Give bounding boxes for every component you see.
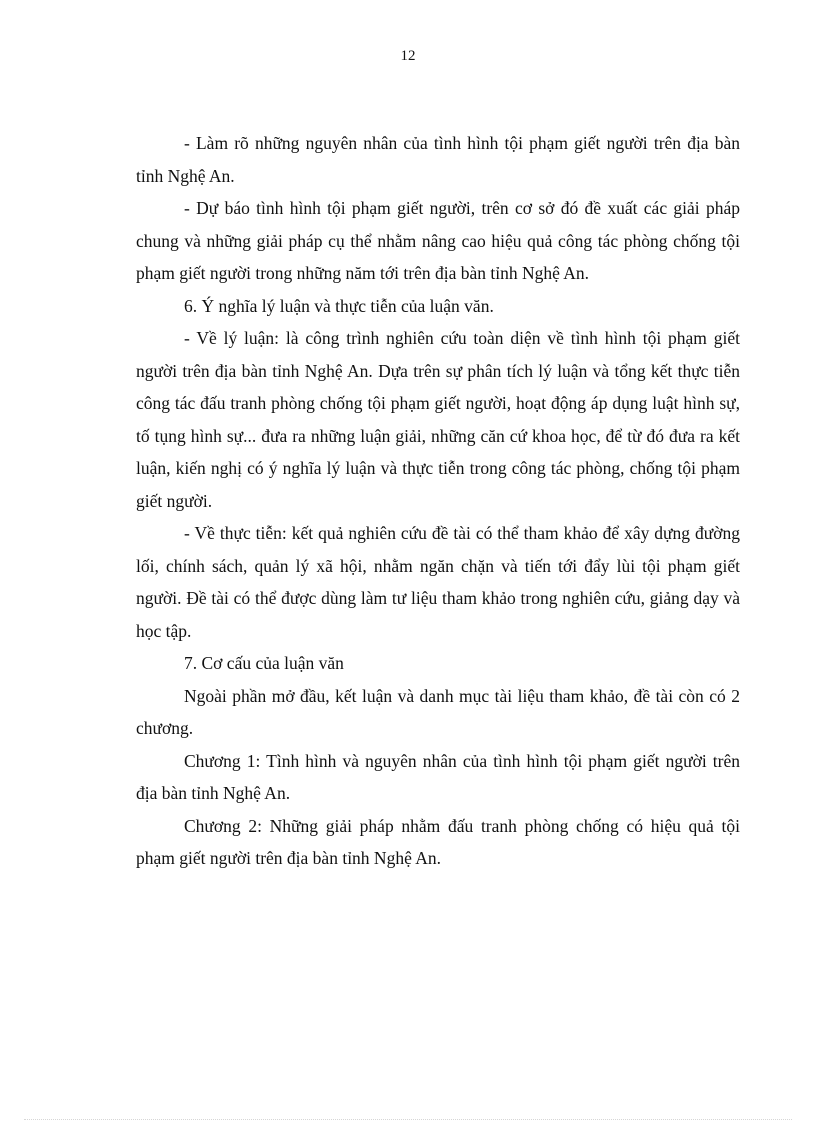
body-text bbox=[136, 127, 740, 875]
section-heading-structure: 7. Cơ cấu của luận văn bbox=[184, 653, 344, 673]
paragraph-structure: Ngoài phần mở đầu, kết luận và danh mục tài liệu tham khảo, đề tài còn có 2 chương. bbox=[136, 685, 740, 738]
page-bottom-divider bbox=[24, 1119, 792, 1120]
paragraph-practice: - Về thực tiễn: kết quả nghiên cứu đề tài có thể tham khảo để xây dựng đường lối, chính sách, quản lý xã hội, nhằm ngăn chặn và tiến tới đẩy lùi tội phạm giết người. Đề tài có thể được dùng làm tư liệu tham khảo trong nghiên cứu, giảng dạy và học tập. bbox=[136, 523, 740, 641]
paragraph-causes: - Làm rõ những nguyên nhân của tình hình tội phạm giết người trên địa bàn tỉnh Nghệ An. bbox=[136, 133, 740, 186]
section-heading-significance: 6. Ý nghĩa lý luận và thực tiễn của luận văn. bbox=[184, 295, 494, 316]
paragraph-forecast: - Dự báo tình hình tội phạm giết người, trên cơ sở đó đề xuất các giải pháp chung và những giải pháp cụ thể nhằm nâng cao hiệu quả công tác phòng chống tội phạm giết người trong những năm tới trên địa bàn tỉnh Nghệ An. bbox=[136, 198, 740, 283]
paragraph-theory: - Về lý luận: là công trình nghiên cứu toàn diện về tình hình tội phạm giết người trên địa bàn tỉnh Nghệ An. Dựa trên sự phân tích lý luận và tổng kết thực tiễn công tác đấu tranh phòng chống tội phạm giết người, hoạt động áp dụng luật hình sự, tố tụng hình sự... đưa ra những luận giải, những căn cứ khoa học, để từ đó đưa ra kết luận, kiến nghị có ý nghĩa lý luận và thực tiễn trong công tác phòng, chống tội phạm giết người. bbox=[136, 328, 740, 511]
page-number: 12 bbox=[400, 48, 416, 64]
paragraph-chapter-1: Chương 1: Tình hình và nguyên nhân của tình hình tội phạm giết người trên địa bàn tỉnh Nghệ An. bbox=[136, 750, 740, 803]
paragraph-chapter-2: Chương 2: Những giải pháp nhằm đấu tranh phòng chống có hiệu quả tội phạm giết người trên địa bàn tỉnh Nghệ An. bbox=[136, 815, 740, 868]
